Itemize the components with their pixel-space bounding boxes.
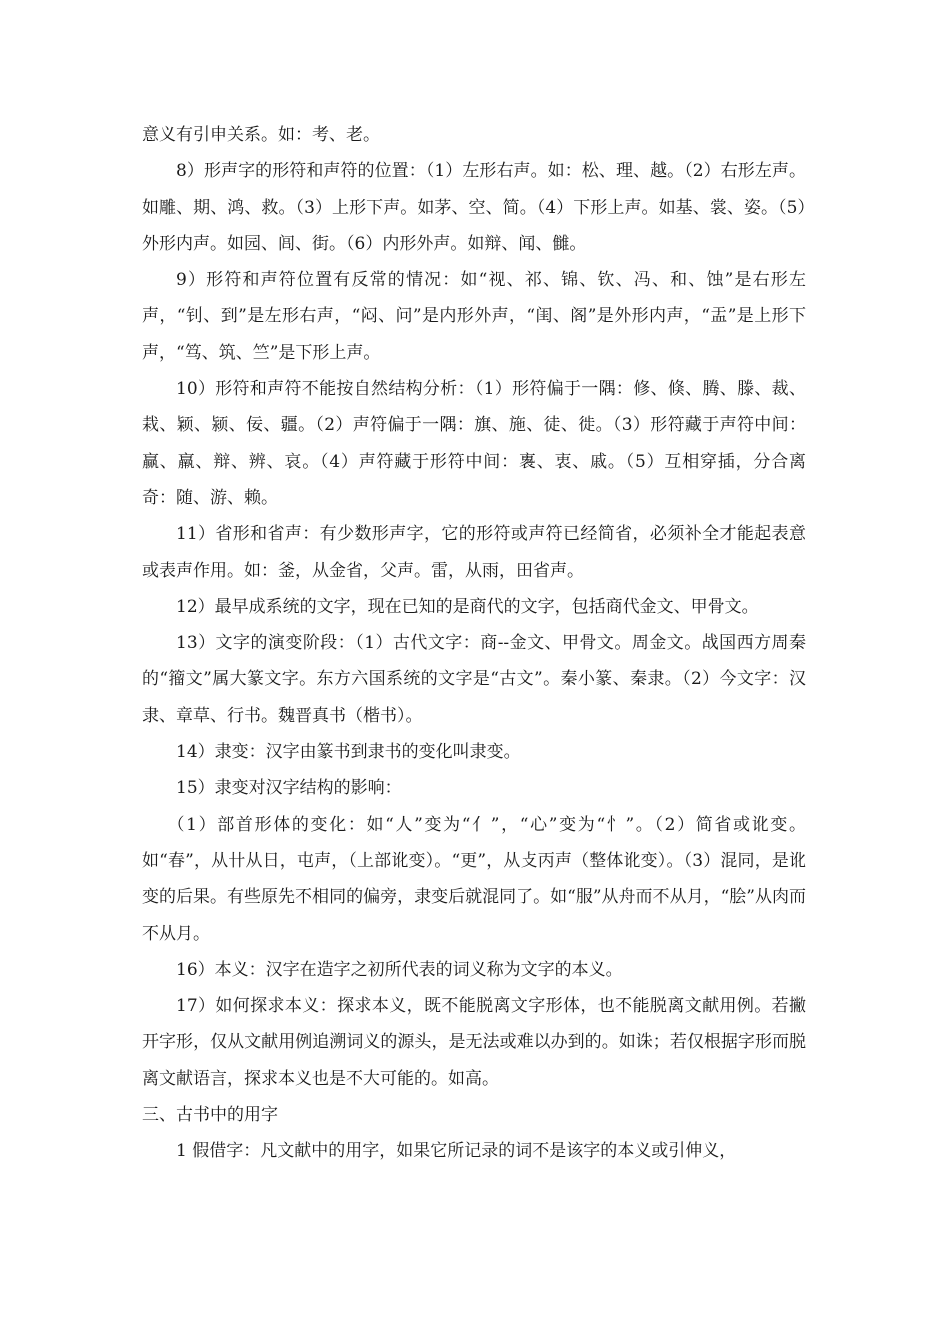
paragraph-item-9: 9）形符和声符位置有反常的情况：如“视、祁、锦、钦、冯、和、蚀”是右形左声，“钊、到”是左形右声，“闷、问”是内形外声，“闺、阁”是外形内声，“盂”是上形下声，“笃、筑、竺”是下形上声。 <box>142 270 806 363</box>
paragraph-item-16: 16）本义：汉字在造字之初所代表的词义称为文字的本义。 <box>176 959 623 980</box>
paragraph-item-12: 12）最早成系统的文字，现在已知的是商代的文字，包括商代金文、甲骨文。 <box>176 596 759 617</box>
paragraph-item-13: 13）文字的演变阶段：（1）古代文字：商--金文、甲骨文。周金文。战国西方周秦的“籀文”属大篆文字。东方六国系统的文字是“古文”。秦小篆、秦隶。（2）今文字：汉隶、章草、行书。魏晋真书（楷书）。 <box>142 633 806 726</box>
paragraph-item-8: 8）形声字的形符和声符的位置：（1）左形右声。如：松、理、越。（2）右形左声。如雕、期、鸿、救。（3）上形下声。如茅、空、简。（4）下形上声。如基、裳、姿。（5）外形内声。如园、闾、街。（6）内形外声。如辩、闻、雠。 <box>142 161 806 254</box>
paragraph-item-10: 10）形符和声符不能按自然结构分析：（1）形符偏于一隅：修、倏、腾、滕、裁、栽、颖、颍、佞、疆。（2）声符偏于一隅：旗、施、徒、徙。（3）形符藏于声符中间：赢、羸、辩、辨、哀。（4）声符藏于形符中间：褢、衷、戚。（5）互相穿插，分合离奇：随、游、赖。 <box>142 379 806 508</box>
section-heading: 三、古书中的用字 <box>142 1105 278 1126</box>
paragraph-continuation: 意义有引申关系。如：考、老。 <box>142 125 380 145</box>
paragraph-item-17: 17）如何探求本义：探求本义，既不能脱离文字形体，也不能脱离文献用例。若撇开字形，仅从文献用例追溯词义的源头，是无法或难以办到的。如诛；若仅根据字形而脱离文献语言，探求本义也是不大可能的。如高。 <box>142 996 806 1089</box>
paragraph-loan-characters: 1 假借字：凡文献中的用字，如果它所记录的词不是该字的本义或引伸义， <box>176 1141 737 1162</box>
paragraph-item-14: 14）隶变：汉字由篆书到隶书的变化叫隶变。 <box>176 742 521 763</box>
paragraph-item-15-detail: （1）部首形体的变化：如“人”变为“亻”，“心”变为“忄”。（2）简省或讹变。如“春”，从卄从日，屯声，（上部讹变）。“更”，从攴丙声（整体讹变）。（3）混同，是讹变的后果。有些原先不相同的偏旁，隶变后就混同了。如“服”从舟而不从月，“脍”从肉而不从月。 <box>142 814 806 944</box>
document-body <box>142 117 806 1170</box>
paragraph-item-11: 11）省形和省声：有少数形声字，它的形符或声符已经简省，必须补全才能起表意或表声作用。如：釜，从金省，父声。雷，从雨，田省声。 <box>142 524 806 581</box>
paragraph-item-15: 15）隶变对汉字结构的影响： <box>176 778 402 799</box>
